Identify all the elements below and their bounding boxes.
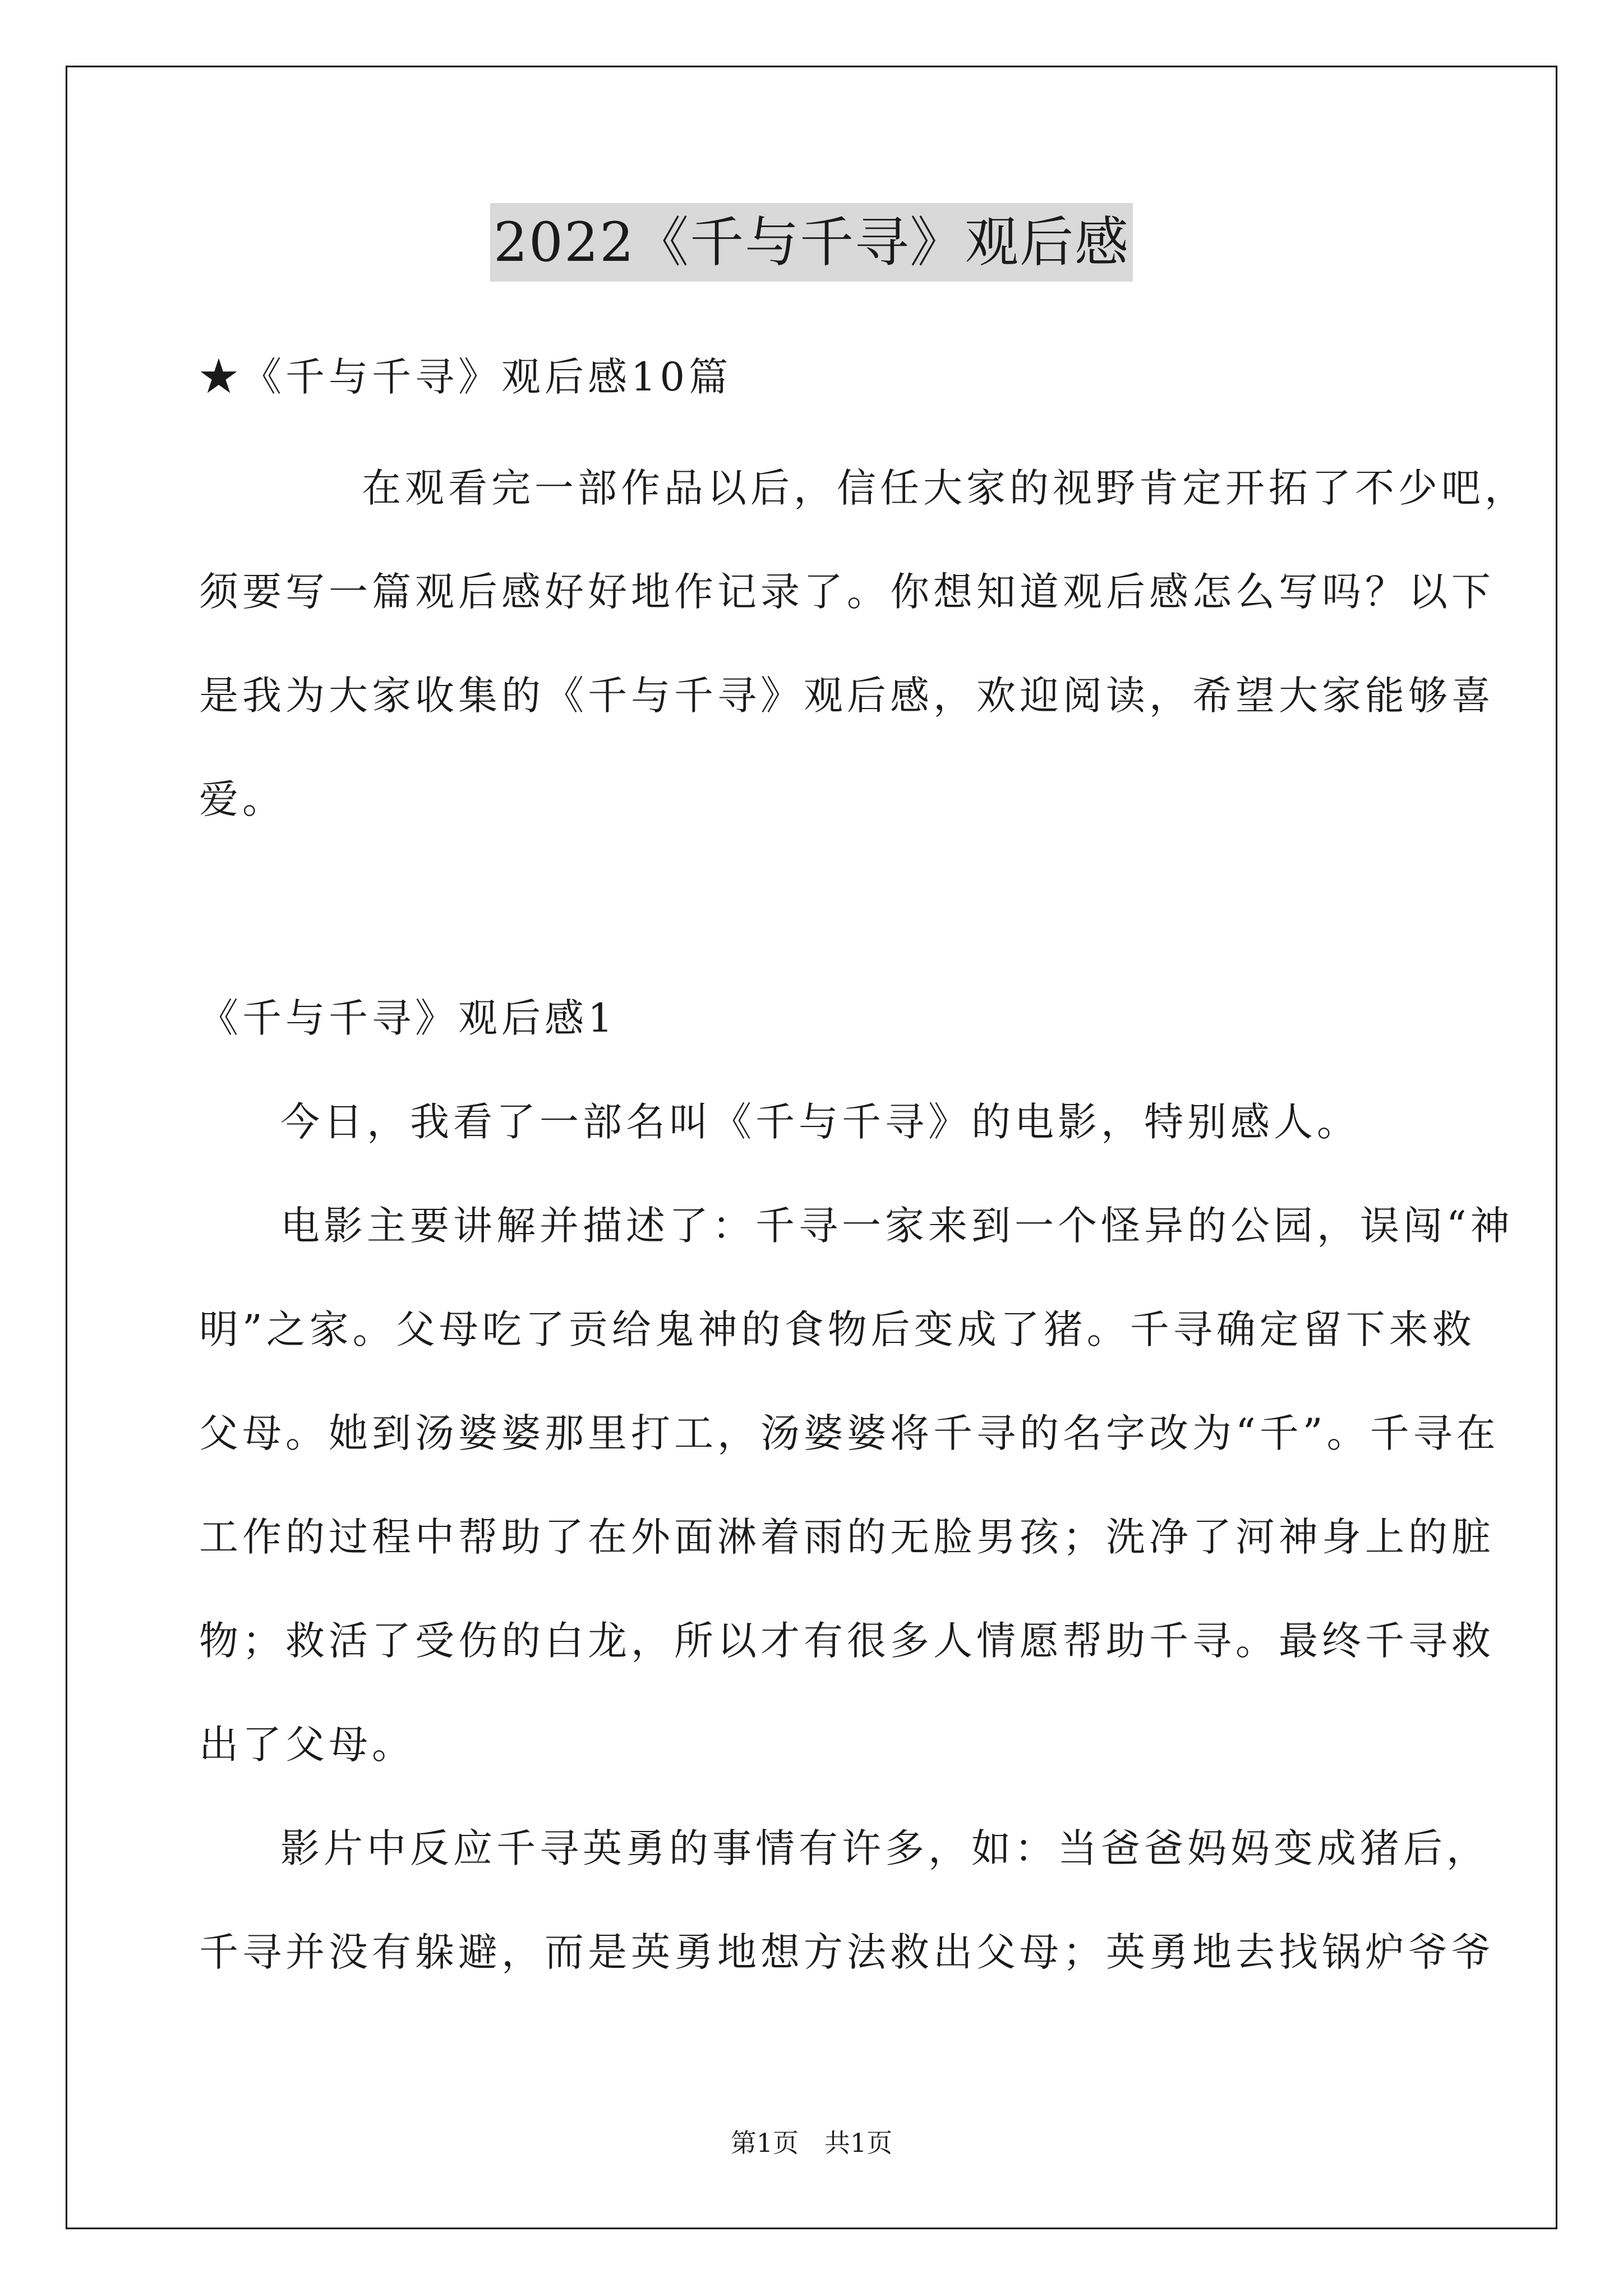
intro-line: 是我为大家收集的《千与千寻》观后感，欢迎阅读，希望大家能够喜 <box>199 673 1495 719</box>
paragraph-line: 出了父母。 <box>199 1722 415 1768</box>
page-footer: 第1页 共1页 <box>730 2128 893 2158</box>
title-container <box>0 203 1623 282</box>
subtitle: ★《千与千寻》观后感10篇 <box>199 354 732 400</box>
section-heading: 《千与千寻》观后感1 <box>199 995 617 1041</box>
paragraph-line: 明”之家。父母吃了贡给鬼神的食物后变成了猪。千寻确定留下来救 <box>199 1306 1476 1352</box>
paragraph-line: 物；救活了受伤的白龙，所以才有很多人情愿帮助千寻。最终千寻救 <box>199 1618 1495 1664</box>
document-title: 2022《千与千寻》观后感 <box>490 203 1133 282</box>
paragraph-line: 电影主要讲解并描述了：千寻一家来到一个怪异的公园，误闯“神 <box>280 1203 1514 1249</box>
paragraph-line: 影片中反应千寻英勇的事情有许多，如：当爸爸妈妈变成猪后， <box>280 1825 1490 1871</box>
paragraph-line: 千寻并没有躲避，而是英勇地想方法救出父母；英勇地去找锅炉爷爷 <box>199 1929 1495 1975</box>
paragraph-line: 工作的过程中帮助了在外面淋着雨的无脸男孩；洗净了河神身上的脏 <box>199 1514 1495 1560</box>
intro-line: 爱。 <box>199 776 285 822</box>
intro-line: 须要写一篇观后感好好地作记录了。你想知道观后感怎么写吗？以下 <box>199 569 1495 615</box>
intro-line: 在观看完一部作品以后，信任大家的视野肯定开拓了不少吧， <box>362 465 1528 511</box>
paragraph-line: 今日，我看了一部名叫《千与千寻》的电影，特别感人。 <box>280 1099 1360 1145</box>
paragraph-line: 父母。她到汤婆婆那里打工，汤婆婆将千寻的名字改为“千”。千寻在 <box>199 1410 1500 1456</box>
